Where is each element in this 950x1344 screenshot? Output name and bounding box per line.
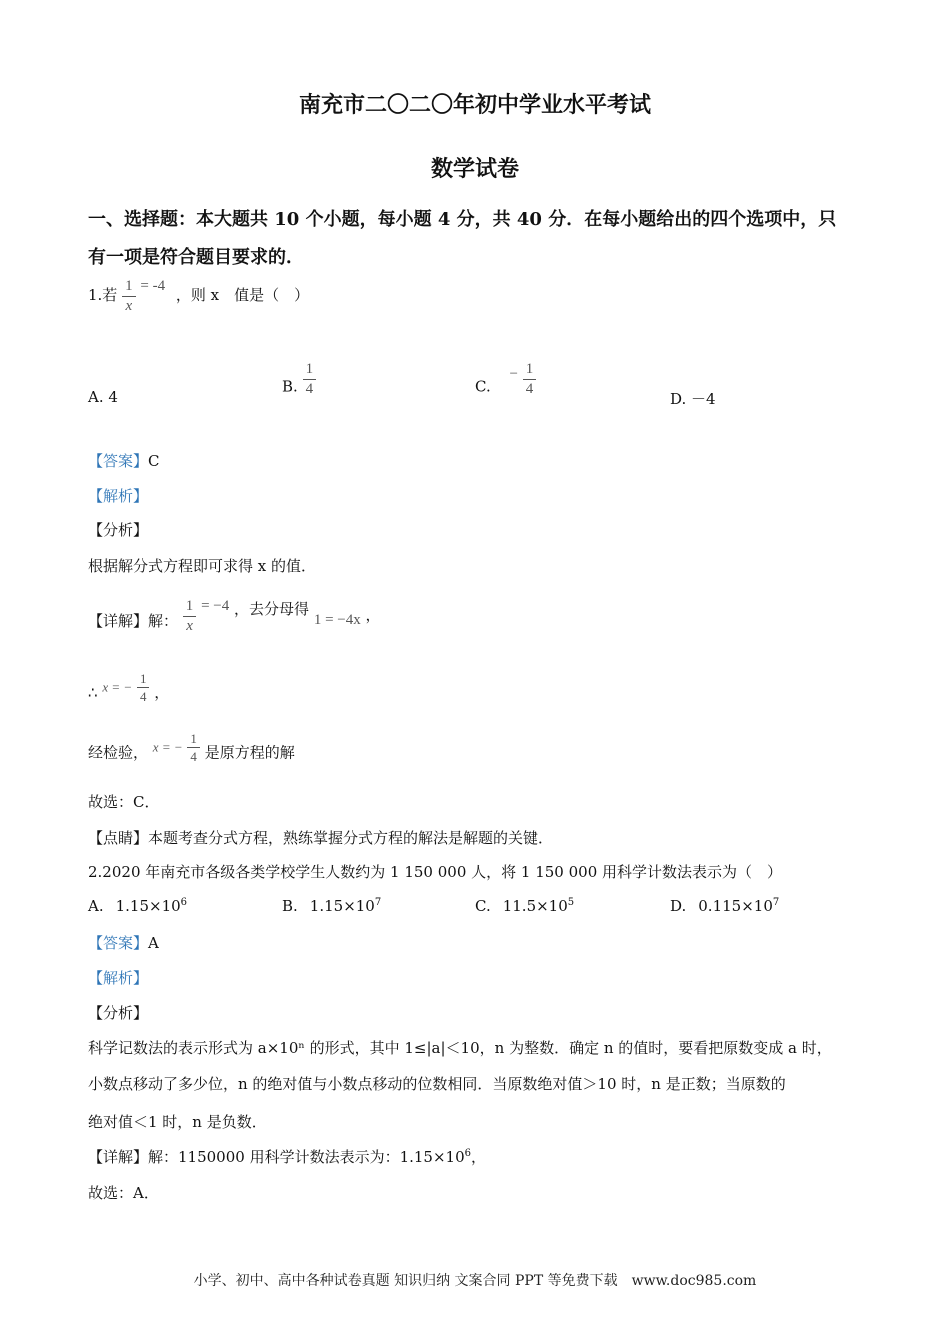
q1-fenxi-text: 根据解分式方程即可求得 x 的值． <box>88 557 316 575</box>
q1-answer: 【答案】C <box>88 452 160 470</box>
q2-option-a: A. $1.15\times 10^6$ <box>88 897 188 915</box>
question-1-stem: 1.若 $\frac{1}{x}$ = -4 ，则 x 值是（ ） <box>88 277 310 314</box>
q2-option-b: B. $1.15\times 10^7$ <box>282 897 382 915</box>
question-2-stem: 2.2020 年南充市各级各类学校学生人数约为 1 150 000 人，将 1 150 000 用科学计数法表示为（ ） <box>88 863 783 881</box>
q2-fenxi-line1: 科学记数法的表示形式为 a×10ⁿ 的形式，其中 1≤|a|＜10，n 为整数．确定 n 的值时，要看把原数变成 a 时， <box>88 1039 832 1057</box>
q2-option-c: C. $11.5\times 10^5$ <box>475 897 575 915</box>
q1-option-a: A. 4 <box>88 388 118 406</box>
q1-check: 经检验， x = − $\frac{1}{4}$ 是原方程的解 <box>88 731 295 764</box>
q1-option-c: C. − $\frac{1}{4}$ <box>475 362 536 397</box>
q1-choose: 故选：C． <box>88 793 160 811</box>
section-heading-line1: 一、选择题：本大题共 10 个小题，每小题 4 分，共 40 分．在每小题给出的四个选项中，只 <box>88 209 837 230</box>
section-heading-line2: 有一项是符合题目要求的． <box>88 247 304 268</box>
q2-choose: 故选：A． <box>88 1184 159 1202</box>
q1-therefore: ∴ x = − $\frac{1}{4}$ ， <box>88 671 170 704</box>
exam-title: 南充市二〇二〇年初中学业水平考试 <box>298 92 651 118</box>
q2-fenxi-line3: 绝对值＜1 时，n 是负数． <box>88 1113 267 1131</box>
q2-fenxi-line2: 小数点移动了多少位，n 的绝对值与小数点移动的位数相同．当原数绝对值＞10 时，n 是正数；当原数的 <box>88 1075 786 1093</box>
q1-detail: 【详解】解： $\frac{1}{x}$ = −4 ，去分母得 1 = −4x ， <box>88 597 381 634</box>
q2-fenxi-tag: 【分析】 <box>88 1004 149 1022</box>
q2-answer: 【答案】A <box>88 934 159 952</box>
q1-option-d: D. －4 <box>670 390 716 408</box>
q1-comment: 【点睛】本题考查分式方程，熟练掌握分式方程的解法是解题的关键． <box>88 829 554 847</box>
page-footer: 小学、初中、高中各种试卷真题 知识归纳 文案合同 PPT 等免费下载 www.doc985.com <box>193 1273 757 1289</box>
exam-subtitle: 数学试卷 <box>430 156 519 182</box>
q2-option-d: D. $0.115\times 10^7$ <box>670 897 780 915</box>
q1-option-b: B. $\frac{1}{4}$ <box>282 362 316 397</box>
fraction-1-over-x: $\frac{1}{x}$ <box>122 279 136 314</box>
q1-analysis-tag: 【解析】 <box>88 487 149 505</box>
q1-fenxi-tag: 【分析】 <box>88 521 149 539</box>
q2-detail: 【详解】解：1150000 用科学计数法表示为：$1.15\times 10^6$， <box>88 1148 487 1166</box>
q2-analysis-tag: 【解析】 <box>88 969 149 987</box>
